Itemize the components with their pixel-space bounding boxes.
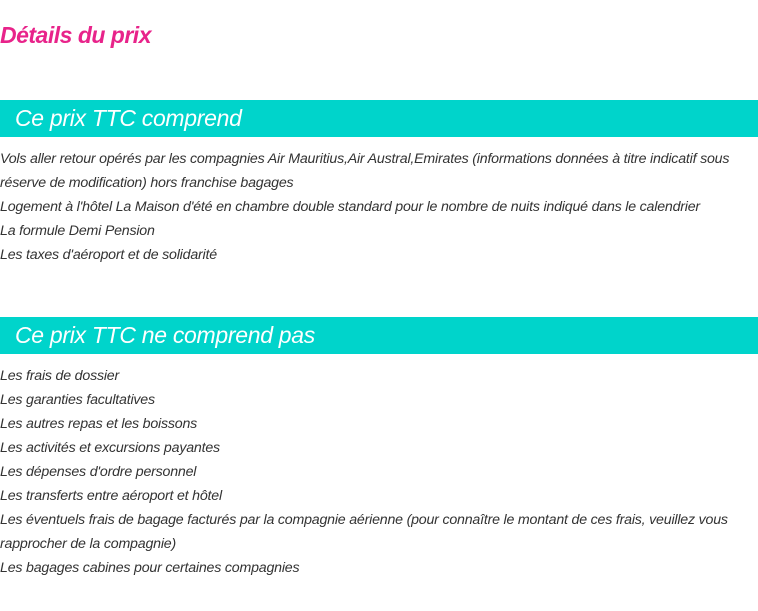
- excluded-item: Les éventuels frais de bagage facturés par la compagnie aérienne (pour connaître le montant de ces frais, veuillez vous rapprocher de la compagnie): [0, 512, 728, 552]
- included-item: Logement à l'hôtel La Maison d'été en chambre double standard pour le nombre de nuits indiqué dans le calendrier: [0, 199, 700, 215]
- excluded-section: [0, 317, 758, 580]
- included-section-title: Ce prix TTC comprend: [15, 105, 242, 131]
- excluded-item: Les autres repas et les boissons: [0, 416, 198, 432]
- excluded-list: [0, 354, 758, 580]
- included-section: [0, 100, 758, 267]
- included-item: Les taxes d'aéroport et de solidarité: [0, 247, 217, 263]
- excluded-section-header: [0, 317, 758, 354]
- excluded-item: Les bagages cabines pour certaines compagnies: [0, 560, 300, 576]
- included-item: Vols aller retour opérés par les compagnies Air Mauritius,Air Austral,Emirates (informations données à titre indicatif sous réserve de modification) hors franchise bagages: [0, 151, 730, 191]
- excluded-item: Les transferts entre aéroport et hôtel: [0, 488, 222, 504]
- excluded-item: Les activités et excursions payantes: [0, 440, 220, 456]
- excluded-item: Les dépenses d'ordre personnel: [0, 464, 197, 480]
- included-item: La formule Demi Pension: [0, 223, 155, 239]
- included-list: [0, 137, 758, 267]
- included-section-header: [0, 100, 758, 137]
- excluded-section-title: Ce prix TTC ne comprend pas: [15, 322, 315, 348]
- excluded-item: Les garanties facultatives: [0, 392, 155, 408]
- excluded-item: Les frais de dossier: [0, 368, 120, 384]
- page-title: Détails du prix: [0, 22, 151, 48]
